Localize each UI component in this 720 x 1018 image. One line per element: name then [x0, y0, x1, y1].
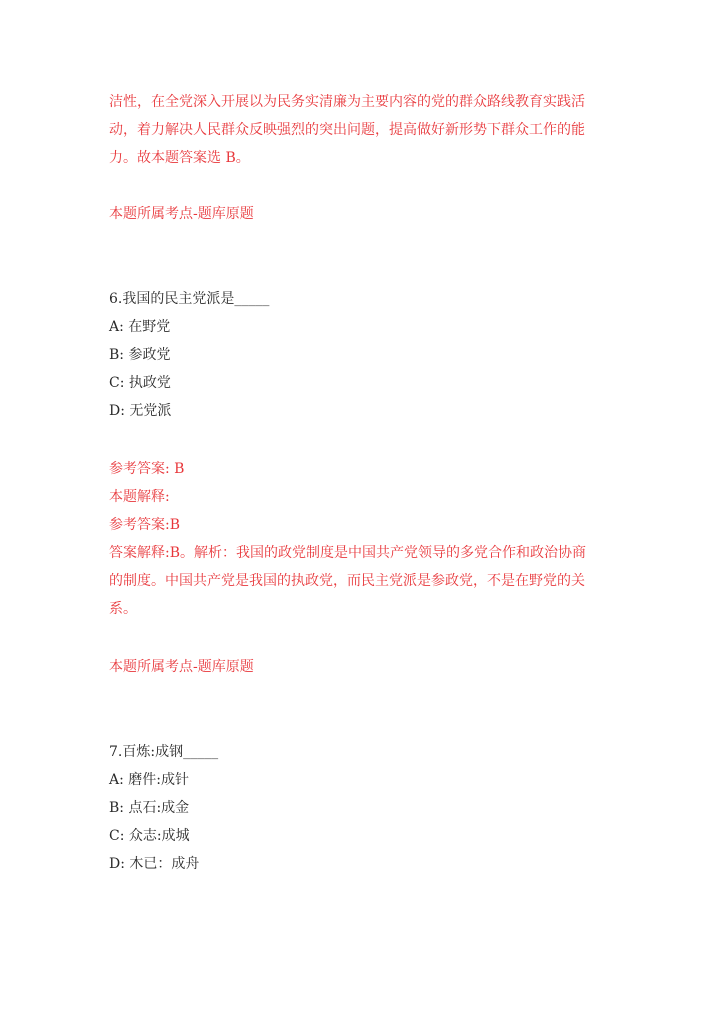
option-a: A: 在野党: [109, 319, 171, 335]
explanation-line: 的制度。中国共产党是我国的执政党，而民主党派是参政党，不是在野党的关: [109, 573, 585, 589]
question-stem: 7.百炼:成钢_____: [109, 744, 219, 760]
previous-topic: [109, 200, 609, 228]
explanation-line: 动，着力解决人民群众反映强烈的突出问题，提高做好新形势下群众工作的能: [109, 122, 585, 138]
topic-label: 本题所属考点-题库原题: [109, 659, 254, 675]
previous-explanation: [109, 88, 609, 172]
option-d: D: 无党派: [109, 403, 172, 419]
option-d: D: 木已：成舟: [109, 856, 200, 872]
question-stem: 6.我国的民主党派是_____: [109, 291, 270, 307]
option-c: C: 众志:成城: [109, 828, 190, 844]
option-c: C: 执政党: [109, 375, 171, 391]
explanation-line: 力。故本题答案选 B。: [109, 150, 250, 166]
answer-label: 参考答案: B: [109, 461, 185, 477]
option-a: A: 磨件:成针: [109, 772, 189, 788]
explanation-line: 系。: [109, 601, 137, 617]
option-b: B: 点石:成金: [109, 800, 190, 816]
reference-answer: 参考答案:B: [109, 517, 181, 533]
question-6: [109, 285, 609, 425]
explanation-label: 本题解释:: [109, 489, 170, 505]
question-6-topic: [109, 653, 609, 681]
question-7: [109, 738, 609, 878]
question-6-answer: [109, 455, 609, 623]
explanation-line: 答案解释:B。解析：我国的政党制度是中国共产党领导的多党合作和政治协商: [109, 545, 587, 561]
topic-label: 本题所属考点-题库原题: [109, 206, 254, 222]
explanation-line: 洁性，在全党深入开展以为民务实清廉为主要内容的党的群众路线教育实践活: [109, 94, 585, 110]
option-b: B: 参政党: [109, 347, 171, 363]
